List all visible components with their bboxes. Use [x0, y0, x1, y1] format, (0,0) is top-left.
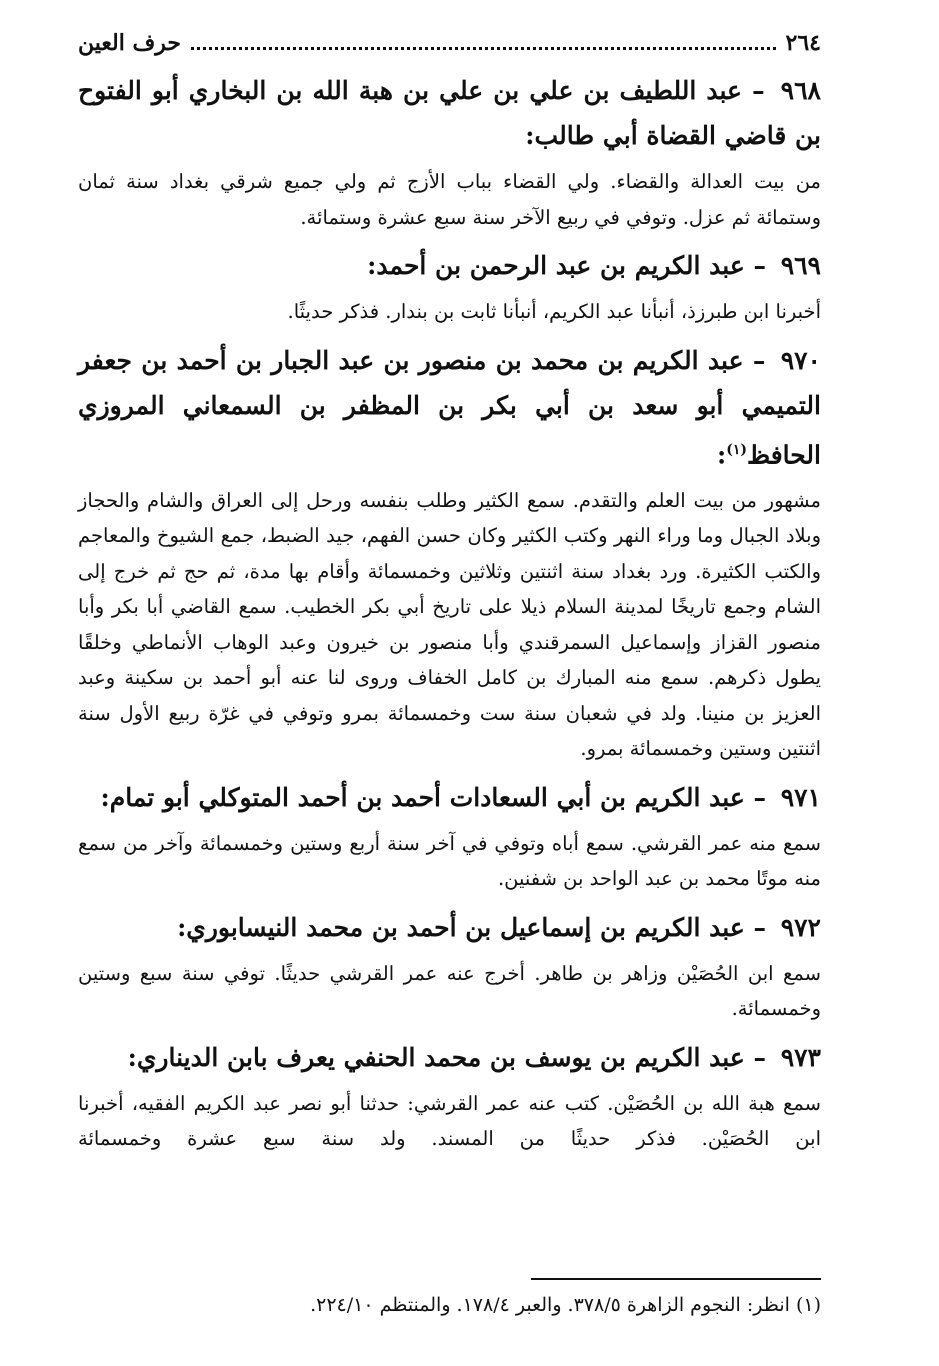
entry-970 [78, 338, 821, 767]
running-header [78, 30, 821, 68]
entry-name: عبد الكريم بن محمد بن منصور بن عبد الجبار بن أحمد بن جعفر التميمي أبو سعد بن أبي بكر بن المظفر بن السمعاني المروزي الحافظ [78, 345, 821, 469]
footnotes [78, 1278, 821, 1320]
entry-number: ٩٧٠ [780, 345, 821, 375]
entry-name: عبد الكريم بن إسماعيل بن أحمد بن محمد النيسابوري: [177, 912, 745, 942]
entry-heading [78, 905, 821, 950]
dash: – [752, 345, 766, 375]
footnote-rule [531, 1278, 821, 1280]
entry-number: ٩٦٩ [780, 251, 821, 280]
entry-name: عبد الكريم بن عبد الرحمن بن أحمد: [367, 251, 745, 280]
entry-body: من بيت العدالة والقضاء. ولي القضاء بباب الأزج ثم ولي جميع شرقي بغداد سنة ثمان وستمائة ثم عزل. وتوفي في ربيع الآخر سنة سبع عشرة وستمائة. [78, 170, 821, 229]
entry-heading [78, 775, 821, 820]
entry-969 [78, 243, 821, 330]
dash: – [753, 782, 766, 812]
entry-number: ٩٧١ [780, 782, 821, 812]
entry-972 [78, 905, 821, 1027]
entry-968 [78, 68, 821, 235]
entry-name: عبد اللطيف بن علي بن علي بن هبة الله بن البخاري أبو الفتوح بن قاضي القضاة أبي طالب: [78, 76, 821, 150]
entry-heading [78, 1035, 821, 1080]
entry-971 [78, 775, 821, 897]
entry-number: ٩٦٨ [780, 76, 821, 105]
entry-heading [78, 68, 821, 158]
entry-body: سمع هبة الله بن الحُصَيْن. كتب عنه عمر القرشي: حدثنا أبو نصر عبد الكريم الفقيه، أخبرنا ابن الحُصَيْن. فذكر حديثًا من المسند. ولد سنة سبع عشرة وخمسمائة [78, 1091, 821, 1151]
entry-973 [78, 1035, 821, 1157]
entry-heading [78, 243, 821, 288]
footnote: (١) انظر: النجوم الزاهرة ٣٧٨/٥. والعبر ١٧٨/٤. والمنتظم ٢٢٤/١٠. [310, 1294, 821, 1316]
leader-dots [191, 33, 776, 50]
entry-number: ٩٧٢ [780, 912, 821, 942]
entry-name: عبد الكريم بن يوسف بن محمد الحنفي يعرف بابن الديناري: [127, 1042, 745, 1072]
dash: – [753, 912, 766, 942]
section-title: حرف العين [78, 30, 182, 56]
entry-body: سمع ابن الحُصَيْن وزاهر بن طاهر. أخرج عنه عمر القرشي حديثًا. توفي سنة سبع وستين وخمسمائة. [78, 961, 821, 1021]
dash: – [752, 76, 765, 105]
entry-name: عبد الكريم بن أبي السعادات أحمد بن أحمد المتوكلي أبو تمام: [100, 782, 745, 812]
entry-body: سمع منه عمر القرشي. سمع أباه وتوفي في آخر سنة أربع وستين وخمسمائة وآخر من سمع منه موتًا محمد بن عبد الواحد بن شفنين. [78, 831, 821, 891]
entry-body: أخبرنا ابن طبرزذ، أنبأنا عبد الكريم، أنبأنا ثابت بن بندار. فذكر حديثًا. [287, 300, 821, 323]
entry-name-end: : [716, 439, 727, 469]
entry-body: مشهور من بيت العلم والتقدم. سمع الكثير وطلب بنفسه ورحل إلى العراق والشام والحجاز وبلاد الجبال وما وراء النهر وكتب الكثير وكان حسن الفهم، جيد الضبط، جمع الشيوخ والمعاجم والكتب الكثيرة. ورد بغداد سنة اثنتين وثلاثين وخمسمائة وأقام بها مدة، ثم حج ثم خرج إلى الشام وجمع تاريخًا لمدينة السلام ذيلا على تاريخ أبي بكر الخطيب. سمع القاضي أبا بكر وأبا منصور القزاز وإسماعيل السمرقندي وأبا منصور بن خيرون وعبد الوهاب الأنماطي وخلقًا يطول ذكرهم. سمع منه المبارك بن كامل الخفاف وروى لنا عنه أبو أحمد بن سكينة وعبد العزيز بن منينا. ولد في شعبان سنة ست وخمسمائة بمرو وتوفي في غرّة ربيع الأول سنة اثنتين وستين وخمسمائة بمرو. [78, 488, 821, 761]
entry-number: ٩٧٣ [780, 1042, 821, 1072]
entry-heading [78, 338, 821, 477]
page-number: ٢٦٤ [785, 30, 821, 56]
dash: – [753, 251, 766, 280]
dash: – [753, 1042, 766, 1072]
footnote-marker: (١) [726, 441, 747, 458]
